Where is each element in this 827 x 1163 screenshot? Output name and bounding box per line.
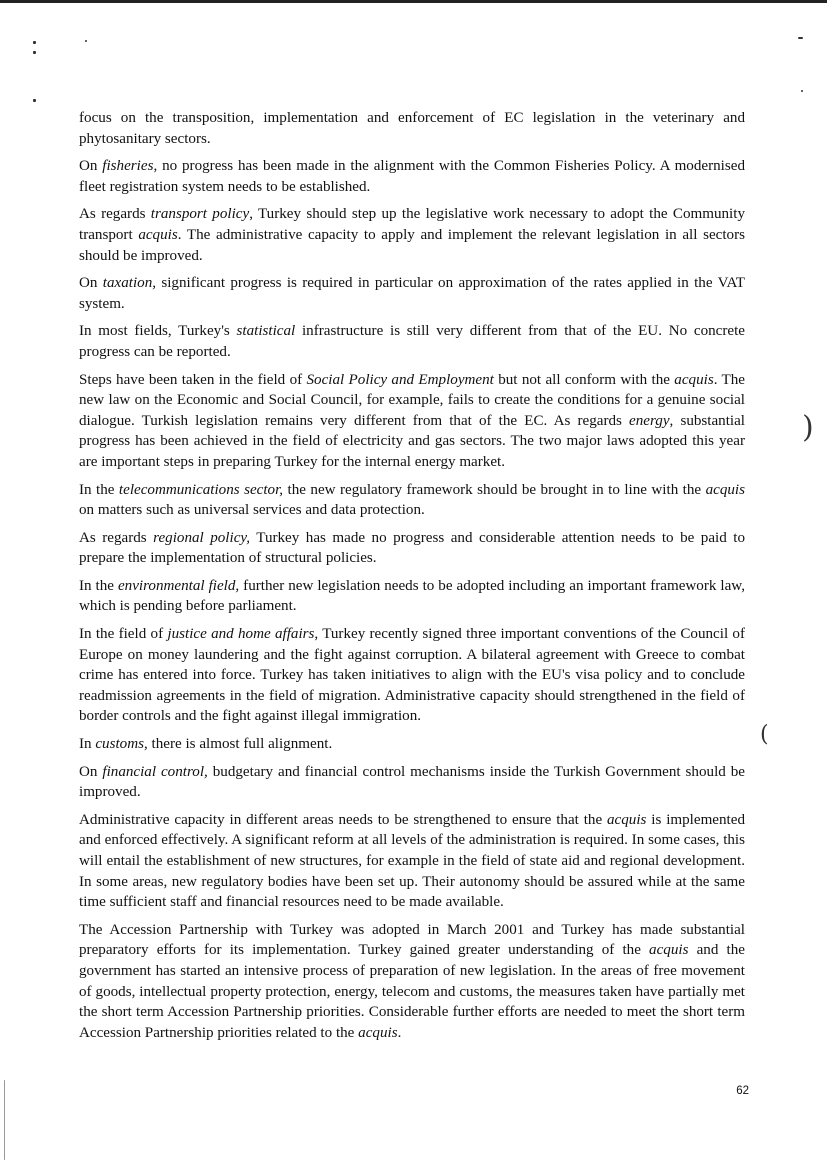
margin-bracket: ( — [760, 722, 769, 747]
text-run: significant progress is required in particular on approximation of the rates applied in the VAT system. — [79, 275, 745, 312]
paragraph — [79, 273, 745, 314]
italic-term: regional policy, — [153, 529, 251, 546]
paragraph — [79, 576, 745, 617]
document-body — [79, 108, 745, 1050]
text-run: As regards — [79, 529, 154, 546]
text-run: Turkey has made no progress and considerable attention needs to be paid to prepare the implementation of structural policies. — [79, 529, 745, 567]
italic-term: acquis — [607, 811, 647, 828]
text-run: In the field of — [79, 626, 168, 643]
text-run: In the — [79, 577, 118, 594]
italic-term: justice and home affairs — [167, 626, 315, 643]
text-run: The Accession Partnership with Turkey was adopted in March 2001 and Turkey has made substantial preparatory efforts for its implementation. Turkey gained greater understanding of the — [79, 921, 745, 959]
paragraph — [79, 156, 745, 197]
text-run: , no progress has been made in the alignment with the Common Fisheries Policy. A modernised fleet registration system needs to be established. — [79, 158, 745, 195]
text-run: . The new law on the Economic and Social Council, for example, fails to create the conditions for a genuine social dialogue. Turkish legislation remains very different from that of the EC. As regards — [79, 371, 746, 429]
italic-term: fisheries — [102, 158, 154, 175]
page-number: 62 — [736, 1085, 749, 1097]
text-run: In most fields, Turkey's — [79, 323, 237, 340]
text-run: . The administrative capacity to apply and implement the relevant legislation in all sectors should be improved. — [79, 226, 745, 264]
italic-term: Social Policy and Employment — [306, 371, 494, 388]
left-margin-line — [4, 1080, 5, 1160]
text-run: and the government has started an intensive process of preparation of new legislation. In the areas of free movement of goods, intellectual property protection, energy, telecom and customs, the measures taken have partially met the short term Accession Partnership priorities. Considerable further efforts are needed to meet the short term Accession Partnership priorities related to the — [79, 942, 745, 1041]
italic-term: transport policy — [150, 206, 250, 223]
text-run: On — [79, 158, 103, 175]
scan-dot — [85, 40, 87, 42]
text-run: As regards — [79, 206, 151, 223]
text-run: In — [79, 736, 96, 753]
paragraph — [79, 528, 745, 569]
text-run: , Turkey recently signed three important conventions of the Council of Europe on money laundering and the fight against corruption. A bilateral agreement with Greece to combat crime has entered into force. Turkey has taken initiatives to align with the EU's visa policy and to conclude readmission agreements in the field of migration. Administrative capacity should strengthened in the field of border controls and the fight against illegal immigration. — [79, 626, 745, 725]
italic-term: taxation, — [102, 275, 157, 292]
italic-term: energy — [629, 412, 670, 429]
text-run: the new regulatory framework should be brought in to line with the — [283, 481, 706, 498]
paragraph — [79, 734, 745, 755]
italic-term: customs — [95, 736, 144, 753]
text-run: budgetary and financial control mechanisms inside the Turkish Government should be improved. — [79, 763, 745, 801]
paragraph — [79, 810, 745, 913]
paragraph — [79, 108, 745, 149]
text-run: Administrative capacity in different areas needs to be strengthened to ensure that the — [79, 811, 607, 828]
italic-term: acquis — [138, 226, 178, 243]
text-run: but not all conform with the — [493, 371, 675, 388]
text-run: is implemented and enforced effectively. A significant reform at all levels of the administration is required. In some cases, this will entail the establishment of new structures, for example in the field of state aid and regional development. In some areas, new regulatory bodies have been set up. Their autonomy should be assured while at the same time sufficient staff and financial resources need to be made available. — [79, 811, 745, 911]
text-run: infrastructure is still very different from that of the EU. No concrete progress can be reported. — [79, 323, 745, 360]
scan-dot — [33, 51, 36, 54]
paragraph — [79, 204, 745, 266]
italic-term: acquis — [705, 481, 745, 498]
text-run: , substantial progress has been achieved in the field of electricity and gas sectors. The two major laws adopted this year are important steps in preparing Turkey for the internal energy market. — [79, 412, 746, 470]
text-run: On — [79, 763, 103, 780]
scan-dot — [33, 41, 36, 44]
italic-term: financial control, — [102, 763, 208, 780]
text-run: on matters such as universal services and data protection. — [79, 502, 425, 519]
italic-term: acquis — [649, 942, 689, 959]
paragraph — [79, 370, 745, 473]
text-run: , Turkey should step up the legislative work necessary to adopt the Community transport — [79, 206, 745, 243]
italic-term: acquis — [358, 1024, 398, 1041]
scan-dot — [33, 99, 36, 102]
text-run: . — [397, 1024, 402, 1041]
scan-dot — [798, 37, 803, 39]
text-run: focus on the transposition, implementation and enforcement of EC legislation in the veterinary and phytosanitary sectors. — [79, 110, 745, 147]
italic-term: acquis — [674, 371, 714, 388]
scan-dot — [801, 90, 803, 92]
italic-term: telecommunications sector, — [118, 481, 284, 498]
text-run: In the — [79, 481, 119, 498]
italic-term: environmental field, — [117, 577, 240, 594]
paragraph — [79, 321, 745, 362]
text-run: On — [79, 275, 103, 292]
paragraph — [79, 624, 745, 727]
paragraph — [79, 762, 745, 803]
text-run: , there is almost full alignment. — [144, 736, 333, 753]
text-run: further new legislation needs to be adopted including an important framework law, which is pending before parliament. — [79, 577, 745, 615]
top-scan-border — [0, 0, 827, 3]
margin-bracket: ) — [802, 410, 814, 445]
paragraph — [79, 920, 745, 1044]
italic-term: statistical — [236, 323, 296, 340]
text-run: Steps have been taken in the field of — [79, 371, 307, 388]
paragraph — [79, 480, 745, 521]
